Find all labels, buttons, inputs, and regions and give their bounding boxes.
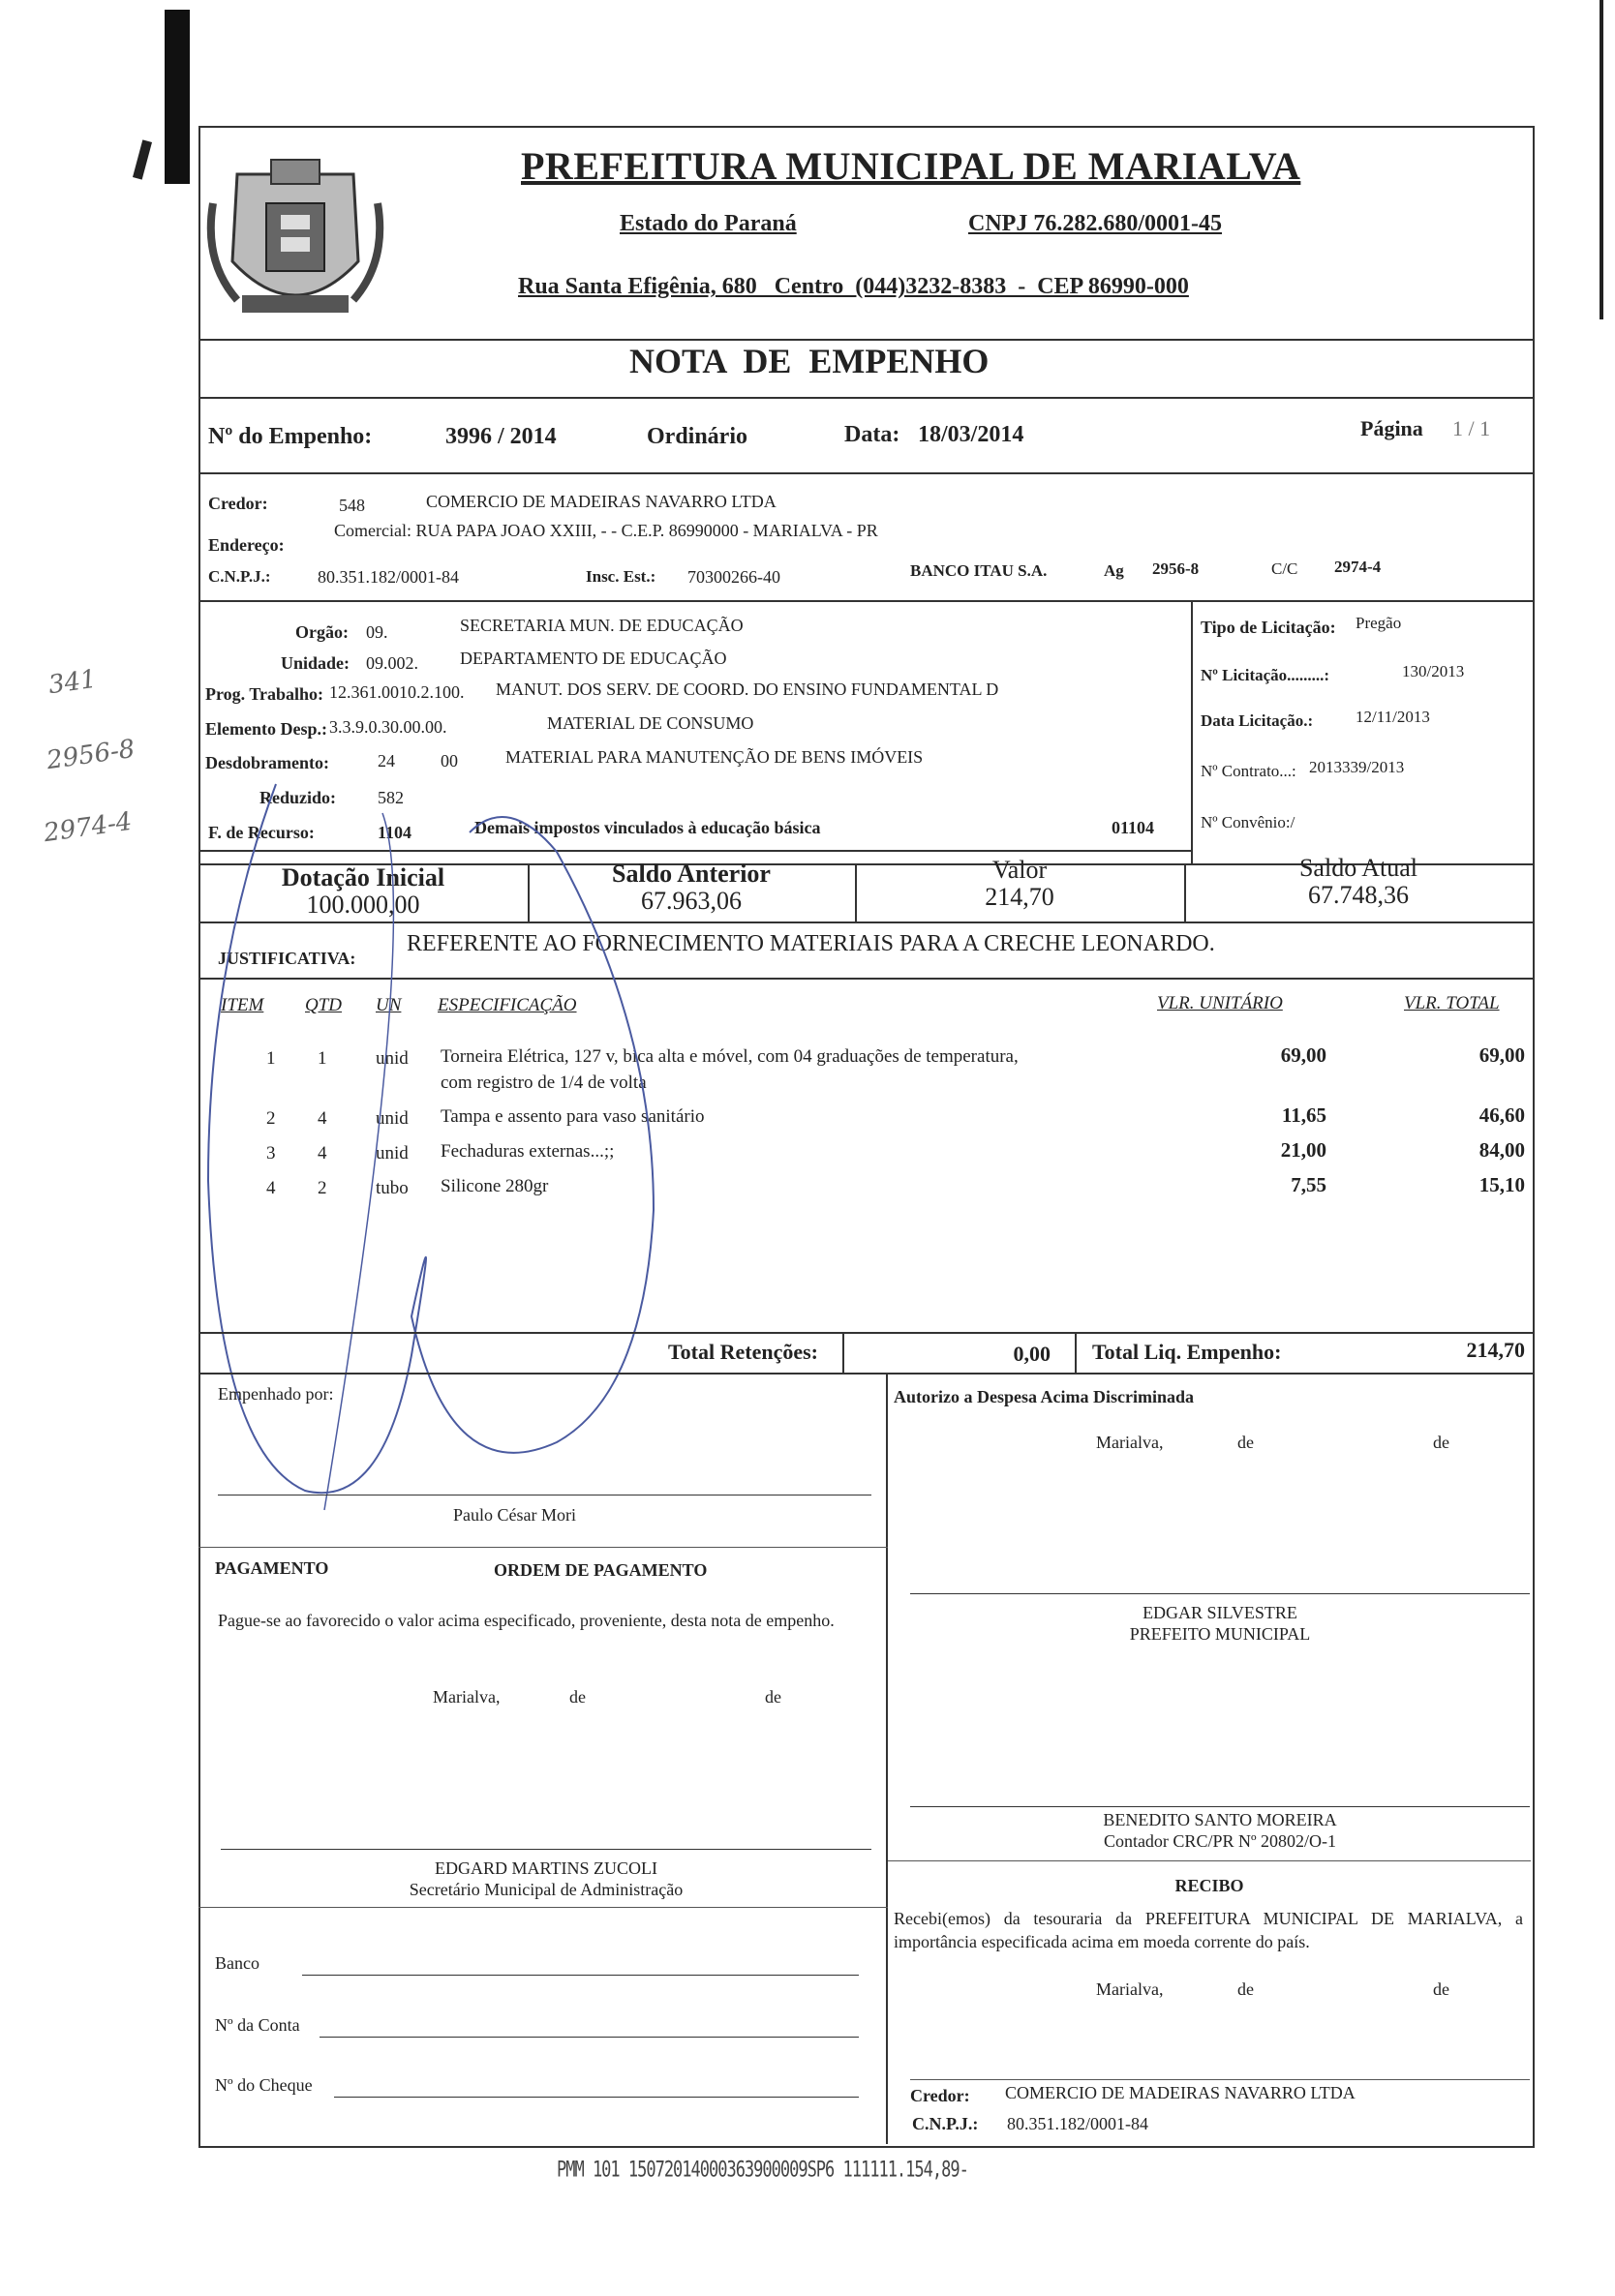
dotacao-inicial-label: Dotação Inicial [281, 863, 445, 891]
elem-name: MATERIAL DE CONSUMO [547, 713, 754, 733]
licitacao-num-label: Nº Licitação.........: [1201, 666, 1330, 684]
item-spec: Tampa e assento para vaso sanitário [441, 1106, 705, 1127]
autorizo-label: Autorizo a Despesa Acima Discriminada [894, 1387, 1194, 1406]
desd-code: 24 [378, 751, 395, 770]
recibo-cnpj-label: C.N.P.J.: [912, 2114, 979, 2133]
licitacao-data-label: Data Licitação.: [1201, 711, 1314, 730]
item-un: unid [376, 1143, 409, 1163]
item-total-value: 15,10 [1478, 1173, 1525, 1196]
saldo-atual-label: Saldo Atual [1298, 854, 1418, 882]
autorizo-place: Marialva, [1096, 1433, 1164, 1452]
item-total-value: 84,00 [1478, 1138, 1525, 1162]
autorizo-de-1: de [1237, 1433, 1254, 1452]
handwritten-note-1: 341 [46, 664, 99, 701]
binding-mark-small [133, 139, 152, 179]
item-spec: Fechaduras externas...;; [441, 1141, 615, 1162]
credor-cnpj: 80.351.182/0001-84 [318, 567, 459, 587]
recurso-num: 01104 [1112, 818, 1155, 837]
cheque-label: Nº do Cheque [215, 2075, 313, 2095]
prog-name: MANUT. DOS SERV. DE COORD. DO ENSINO FUNDAMENTAL D [496, 680, 999, 699]
item-number: 3 [266, 1143, 276, 1163]
item-qtd: 1 [318, 1048, 327, 1069]
desd-sub: 00 [441, 751, 458, 770]
recibo-de-1: de [1237, 1979, 1254, 1999]
col-header-qtd: QTD [305, 995, 343, 1015]
licitacao-data: 12/11/2013 [1356, 708, 1430, 726]
handwritten-note-2: 2956-8 [45, 734, 137, 776]
bank-name: BANCO ITAU S.A. [910, 561, 1048, 580]
page-label: Página [1360, 416, 1423, 440]
item-qtd: 2 [318, 1178, 327, 1198]
credor-label: Credor: [208, 494, 268, 513]
page-title: PREFEITURA MUNICIPAL DE MARIALVA [521, 144, 1301, 188]
unidade-label: Unidade: [281, 653, 350, 673]
tipo-licitacao-value: Pregão [1356, 614, 1402, 632]
credor-address: Comercial: RUA PAPA JOAO XXIII, - - C.E.P. 86990000 - MARIALVA - PR [334, 521, 878, 540]
item-un: unid [376, 1048, 409, 1069]
recibo-text: Recebi(emos) da tesouraria da PREFEITURA MUNICIPAL DE MARIALVA, a importância especificada acima em moeda corrente do país. [894, 1909, 1523, 1951]
desd-label: Desdobramento: [205, 753, 329, 772]
right-edge-mark [1600, 0, 1603, 319]
date-value: 18/03/2014 [918, 422, 1024, 447]
insc-value: 70300266-40 [687, 567, 780, 587]
state-label: Estado do Paraná [620, 211, 797, 236]
recibo-de-2: de [1433, 1979, 1449, 1999]
item-spec-line2: com registro de 1/4 de volta [441, 1072, 647, 1093]
pagamento-place: Marialva, [433, 1687, 501, 1707]
agency-value: 2956-8 [1152, 559, 1200, 578]
recibo-credor-name: COMERCIO DE MADEIRAS NAVARRO LTDA [1005, 2083, 1356, 2102]
insc-label: Insc. Est.: [586, 567, 656, 586]
recibo-cnpj: 80.351.182/0001-84 [1007, 2114, 1148, 2133]
saldo-atual-value: 67.748,36 [1308, 881, 1409, 909]
document-title: NOTA DE EMPENHO [629, 342, 990, 380]
item-unit-value: 21,00 [1280, 1138, 1326, 1162]
credor-name: COMERCIO DE MADEIRAS NAVARRO LTDA [426, 492, 777, 511]
orgao-code: 09. [366, 622, 388, 642]
item-number: 4 [266, 1178, 276, 1198]
item-unit-value: 7,55 [1291, 1173, 1326, 1196]
credor-cnpj-label: C.N.P.J.: [208, 567, 271, 586]
licitacao-num: 130/2013 [1402, 662, 1465, 680]
item-unit-value: 11,65 [1281, 1103, 1326, 1127]
ordem-label: ORDEM DE PAGAMENTO [494, 1560, 708, 1580]
valor-label: Valor [991, 856, 1048, 884]
pague-text: Pague-se ao favorecido o valor acima especificado, proveniente, desta nota de empenho. [218, 1611, 835, 1630]
address-label: Rua Santa Efigênia, 680 Centro (044)3232-8383 - CEP 86990-000 [518, 274, 1189, 299]
convenio-label: Nº Convênio:/ [1201, 813, 1295, 831]
pagamento-label: PAGAMENTO [215, 1558, 329, 1578]
contador-name: BENEDITO SANTO MOREIRA [1103, 1810, 1337, 1829]
unidade-name: DEPARTAMENTO DE EDUCAÇÃO [460, 649, 727, 668]
item-number: 1 [266, 1048, 276, 1069]
date-label: Data: [844, 422, 900, 447]
item-unit-value: 69,00 [1280, 1043, 1326, 1067]
liquido-value: 214,70 [1466, 1338, 1525, 1362]
recibo-place: Marialva, [1096, 1979, 1164, 1999]
secretario-name: EDGARD MARTINS ZUCOLI [435, 1858, 657, 1878]
recibo-label: RECIBO [1174, 1876, 1244, 1895]
item-total-value: 46,60 [1478, 1103, 1525, 1127]
contrato-label: Nº Contrato...: [1201, 762, 1296, 780]
pen-scribble [189, 774, 692, 1529]
retencoes-value: 0,00 [1013, 1342, 1051, 1366]
col-header-spec: ESPECIFICAÇÃO [438, 995, 577, 1015]
cc-label: C/C [1271, 559, 1298, 578]
dotacao-inicial-value: 100.000,00 [306, 891, 420, 919]
justificativa-label: JUSTIFICATIVA: [218, 949, 356, 968]
retencoes-label: Total Retenções: [668, 1340, 818, 1364]
reduzido-value: 582 [378, 788, 404, 807]
credor-code: 548 [339, 496, 365, 515]
handwritten-note-3: 2974-4 [42, 806, 135, 849]
cc-value: 2974-4 [1334, 558, 1382, 576]
item-spec: Torneira Elétrica, 127 v, bica alta e móvel, com 04 graduações de temperatura, [441, 1046, 1019, 1067]
unidade-code: 09.002. [366, 653, 418, 673]
page-value: 1 / 1 [1452, 416, 1491, 440]
item-total-value: 69,00 [1478, 1043, 1525, 1067]
item-qtd: 4 [318, 1143, 327, 1163]
reduzido-label: Reduzido: [259, 788, 337, 807]
elem-label: Elemento Desp.: [205, 719, 327, 739]
contador-role: Contador CRC/PR Nº 20802/O-1 [1103, 1831, 1337, 1851]
justificativa-text: REFERENTE AO FORNECIMENTO MATERIAIS PARA A CRECHE LEONARDO. [407, 931, 1215, 956]
binding-mark [165, 10, 190, 184]
prog-label: Prog. Trabalho: [205, 684, 324, 704]
footer-code: PMM 101 15072014000363900009SP6 111111.154,89- [557, 2158, 968, 2183]
pagamento-de-1: de [569, 1687, 586, 1707]
valor-value: 214,70 [985, 883, 1054, 911]
liquido-label: Total Liq. Empenho: [1092, 1340, 1282, 1364]
col-header-item: ITEM [221, 995, 264, 1015]
item-un: tubo [376, 1178, 409, 1198]
empenhado-name: Paulo César Mori [453, 1505, 576, 1525]
secretario-role: Secretário Municipal de Administração [409, 1880, 684, 1899]
banco-label: Banco [215, 1953, 259, 1973]
empenho-type: Ordinário [647, 424, 748, 449]
empenho-label: Nº do Empenho: [208, 424, 373, 449]
empenho-number: 3996 / 2014 [445, 424, 557, 449]
prefeito-name: EDGAR SILVESTRE [1143, 1603, 1297, 1622]
item-un: unid [376, 1108, 409, 1129]
prefeito-role: PREFEITO MUNICIPAL [1129, 1624, 1311, 1644]
recurso-desc: Demais impostos vinculados à educação básica [474, 818, 821, 837]
cnpj-label: CNPJ 76.282.680/0001-45 [968, 211, 1222, 236]
contrato-value: 2013339/2013 [1309, 758, 1405, 776]
col-header-total: VLR. TOTAL [1404, 993, 1500, 1013]
empenhado-label: Empenhado por: [218, 1384, 334, 1404]
agency-label: Ag [1104, 561, 1124, 580]
recurso-label: F. de Recurso: [208, 823, 315, 842]
orgao-name: SECRETARIA MUN. DE EDUCAÇÃO [460, 616, 744, 635]
elem-code: 3.3.9.0.30.00.00. [329, 717, 447, 737]
recurso-code: 1104 [378, 823, 412, 842]
item-number: 2 [266, 1108, 276, 1129]
item-spec: Silicone 280gr [441, 1176, 549, 1196]
col-header-unit: VLR. UNITÁRIO [1157, 993, 1283, 1013]
col-header-un: UN [376, 995, 402, 1015]
desd-name: MATERIAL PARA MANUTENÇÃO DE BENS IMÓVEIS [505, 747, 924, 767]
item-qtd: 4 [318, 1108, 327, 1129]
prog-code: 12.361.0010.2.100. [329, 682, 465, 702]
saldo-anterior-value: 67.963,06 [641, 887, 742, 915]
address-field-label: Endereço: [208, 535, 285, 555]
saldo-anterior-label: Saldo Anterior [612, 860, 771, 888]
coat-of-arms-logo [198, 145, 392, 339]
autorizo-de-2: de [1433, 1433, 1449, 1452]
orgao-label: Orgão: [295, 622, 349, 642]
tipo-licitacao-label: Tipo de Licitação: [1201, 618, 1336, 637]
pagamento-de-2: de [765, 1687, 781, 1707]
recibo-credor-label: Credor: [910, 2086, 970, 2105]
conta-label: Nº da Conta [215, 2015, 300, 2035]
